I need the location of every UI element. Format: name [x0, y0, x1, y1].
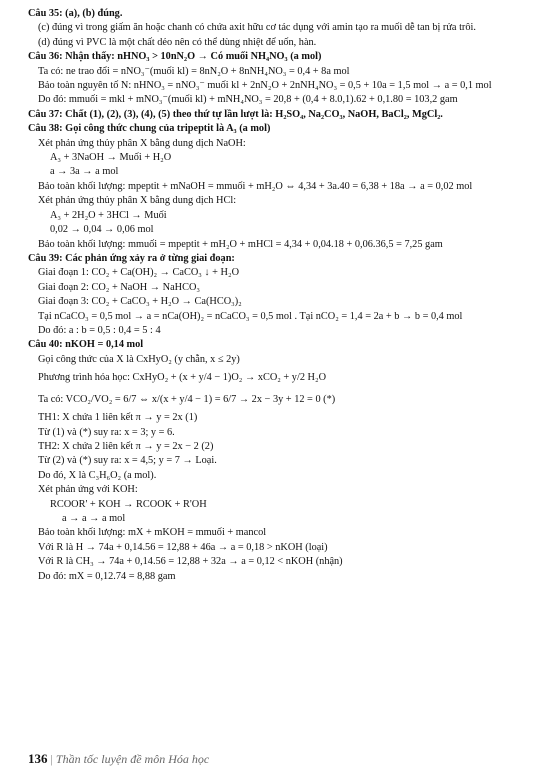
text-line: 0,02 → 0,04 → 0,06 mol	[50, 224, 154, 236]
text-line: TH1: X chứa 1 liên kết π → y = 2x (1)	[38, 412, 198, 424]
question-heading: Câu 39: Các phản ứng xảy ra ở từng giai đoạn:	[28, 252, 235, 264]
footer-divider: |	[50, 751, 53, 766]
text-line: Phương trình hóa học: CxHyO₂ + (x + y/4 − 1)O₂ → xCO₂ + y/2 H₂O	[38, 372, 327, 384]
text-line: Ta có: ne trao đổi = nNO₃⁻(muối kl) = 8nN₂O + 8nNH₄NO₃ = 0,4 + 8a mol	[38, 65, 350, 77]
text-line: Với R là H → 74a + 0,14.56 = 12,88 + 46a → a = 0,18 > nKOH (loại)	[38, 541, 328, 553]
text-line: Từ (2) và (*) suy ra: x = 4,5; y = 7 → Loại.	[38, 455, 217, 467]
text-line: Giai đoạn 2: CO₂ + NaOH → NaHCO₃	[38, 281, 200, 293]
text-line: a → a → a mol	[62, 513, 126, 524]
text-line: Do đó: mmuối = mkl + mNO₃⁻(muối kl) + mNH₄NO₃ = 20,8 + (0,4 + 8.0,1).62 + 0,1.80 = 103,2 gam	[38, 94, 458, 106]
text-line: TH2: X chứa 2 liên kết π → y = 2x − 2 (2)	[38, 440, 214, 452]
text-line: Gọi công thức của X là CxHyO₂ (y chẵn, x ≤ 2y)	[38, 353, 240, 365]
solution-content	[28, 7, 523, 584]
text-line: Với R là CH₃ → 74a + 0,14.56 = 12,88 + 32a → a = 0,12 < nKOH (nhận)	[38, 556, 343, 568]
book-title: Thần tốc luyện đề môn Hóa học	[55, 751, 210, 766]
text-line: Giai đoạn 3: CO₂ + CaCO₃ + H₂O → Ca(HCO₃)₂	[38, 296, 242, 308]
text-line: Ta có: VCO₂/VO₂ = 6/7 ⇔ x/(x + y/4 − 1) = 6/7 → 2x − 3y + 12 = 0 (*)	[38, 394, 336, 406]
page-number: 136	[28, 750, 48, 766]
text-line: Bảo toàn nguyên tố N: nHNO₃ = nNO₃⁻ muối kl + 2nN₂O + 2nNH₄NO₃ = 0,5 + 10a = 1,5 mol → a = 0,1 mol	[38, 80, 492, 92]
text-line: A₃ + 2H₂O + 3HCl → Muối	[50, 209, 167, 221]
text-line: Do đó, X là C₃H₆O₂ (a mol).	[38, 469, 157, 481]
text-line: Từ (1) và (*) suy ra: x = 3; y = 6.	[38, 426, 175, 438]
page-footer	[28, 752, 209, 766]
text-line: (c) đúng vì trong giấm ăn hoặc chanh có chứa axit hữu cơ tác dụng với amin tạo ra muối dễ tan bị rửa trôi.	[38, 22, 476, 34]
text-line: Bảo toàn khối lượng: mX + mKOH = mmuối + mancol	[38, 527, 267, 539]
text-line: Xét phản ứng thủy phân X bằng dung dịch HCl:	[38, 195, 237, 207]
question-heading: Câu 36: Nhận thấy: nHNO₃ > 10nN₂O → Có muối NH₄NO₃ (a mol)	[28, 51, 322, 63]
text-line: Bảo toàn khối lượng: mmuối = mpeptit + mH₂O + mHCl = 4,34 + 0,04.18 + 0,06.36,5 = 7,25 gam	[38, 238, 443, 250]
question-heading: Câu 38: Gọi công thức chung của tripeptit là A₃ (a mol)	[28, 123, 271, 135]
text-line: Giai đoạn 1: CO₂ + Ca(OH)₂ → CaCO₃ ↓ + H₂O	[38, 267, 240, 279]
text-line: A₃ + 3NaOH → Muối + H₂O	[50, 152, 172, 164]
text-line: Do đó: a : b = 0,5 : 0,4 = 5 : 4	[38, 324, 161, 336]
text-line: (d) đúng vì PVC là một chất dẻo nên có thể dùng nhiệt để uốn, hàn.	[38, 36, 317, 48]
text-line: Xét phản ứng thủy phân X bằng dung dịch NaOH:	[38, 137, 246, 149]
text-line: RCOOR' + KOH → RCOOK + R'OH	[50, 498, 207, 510]
question-heading: Câu 37: Chất (1), (2), (3), (4), (5) theo thứ tự lần lượt là: H₂SO₄, Na₂CO₃, NaOH, BaCl₂, MgCl₂.	[28, 108, 443, 120]
question-heading: Câu 40: nKOH = 0,14 mol	[28, 339, 144, 351]
question-heading: Câu 35: (a), (b) đúng.	[28, 8, 123, 19]
text-line: Xét phản ứng với KOH:	[38, 484, 138, 496]
text-line: Do đó: mX = 0,12.74 = 8,88 gam	[38, 570, 176, 582]
text-line: Bảo toàn khối lượng: mpeptit + mNaOH = mmuối + mH₂O ⇔ 4,34 + 3a.40 = 6,38 + 18a → a = 0,02 mol	[38, 180, 473, 192]
text-line: Tại nCaCO₃ = 0,5 mol → a = nCa(OH)₂ = nCaCO₃ = 0,5 mol . Tại nCO₂ = 1,4 = 2a + b → b = 0,4 mol	[38, 310, 463, 322]
text-line: a → 3a → a mol	[50, 166, 119, 178]
